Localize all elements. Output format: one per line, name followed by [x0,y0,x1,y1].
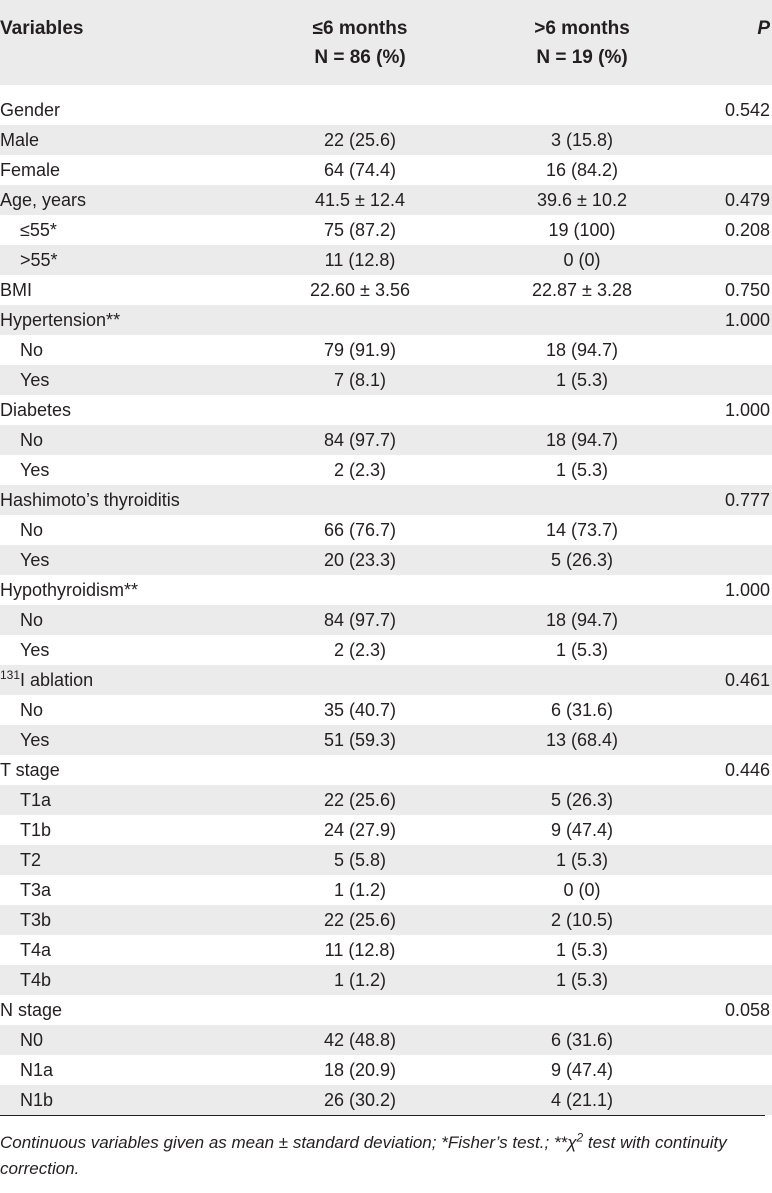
row-label [20,965,51,995]
row-label-text: T4a [20,940,52,960]
cell-gt6-months: 19 (100) [548,220,616,240]
cell-gt6-months: 18 (94.7) [545,430,619,450]
row-label [20,1025,43,1055]
header-group-gt6 [472,14,692,72]
row-label [0,665,93,695]
table-row [0,845,772,875]
table-row [0,305,772,335]
row-label-text: Hypertension** [0,310,121,330]
cell-gt6-months: 3 (15.8) [550,130,614,150]
cell-p-value: 0.479 [724,190,770,210]
row-label-text: I ablation [20,670,94,690]
table-row [0,125,772,155]
cell-le6-months: 20 (23.3) [323,550,397,570]
cell-le6-months: 41.5 ± 12.4 [315,190,405,210]
row-label [20,515,43,545]
table-row [0,245,772,275]
row-label-text: Age, years [0,190,87,210]
row-label-text: T stage [0,760,60,780]
row-label-text: >55* [20,250,58,270]
row-label [20,545,49,575]
cell-le6-months: 5 (5.8) [333,850,387,870]
table-body [0,86,772,1115]
table-row [0,155,772,185]
row-label [0,185,86,215]
cell-le6-months: 22.60 ± 3.56 [310,280,410,300]
row-label [20,365,49,395]
header-group-le6-n: N = 86 (%) [314,47,406,68]
row-label-text: T3b [20,910,52,930]
cell-gt6-months: 18 (94.7) [545,610,619,630]
table-row [0,455,772,485]
row-label [20,725,49,755]
table-header [0,0,772,86]
row-label [20,245,58,275]
cell-le6-months: 22 (25.6) [323,790,397,810]
cell-gt6-months: 5 (26.3) [550,790,614,810]
table-row [0,185,772,215]
cell-p-value: 1.000 [724,310,770,330]
cell-le6-months: 79 (91.9) [323,340,397,360]
cell-gt6-months: 9 (47.4) [550,820,614,840]
row-label [0,575,138,605]
row-label-text: Yes [20,730,50,750]
row-label-text: N0 [20,1030,44,1050]
row-label [0,305,120,335]
cell-le6-months: 7 (8.1) [333,370,387,390]
cell-gt6-months: 1 (5.3) [555,940,609,960]
cell-le6-months: 11 (12.8) [324,940,396,960]
cell-le6-months: 35 (40.7) [323,700,397,720]
row-label [0,155,60,185]
row-label [0,95,60,125]
row-label [0,125,39,155]
row-label-superscript: 131 [0,668,21,682]
table-row [0,635,772,665]
table-row [0,995,772,1025]
row-label-text: Gender [0,100,61,120]
cell-le6-months: 22 (25.6) [323,910,397,930]
row-label [20,935,51,965]
row-label-text: Yes [20,640,50,660]
cell-le6-months: 51 (59.3) [323,730,397,750]
row-label [20,1085,53,1115]
row-label [20,215,57,245]
cell-p-value: 0.446 [724,760,770,780]
cell-gt6-months: 13 (68.4) [545,730,619,750]
cell-le6-months: 18 (20.9) [323,1060,397,1080]
table-row [0,605,772,635]
table-row [0,215,772,245]
table-row [0,935,772,965]
cell-le6-months: 42 (48.8) [323,1030,397,1050]
row-label [20,455,49,485]
table-row [0,95,772,125]
cell-gt6-months: 39.6 ± 10.2 [537,190,627,210]
footnote-chi-superscript: 2 [576,1130,584,1145]
row-label-text: No [20,520,44,540]
table-row [0,395,772,425]
table-row [0,1055,772,1085]
row-label-text: T1b [20,820,52,840]
row-label-text: N stage [0,1000,63,1020]
row-label-text: T3a [20,880,52,900]
table-row [0,515,772,545]
header-group-gt6-title: >6 months [534,18,630,39]
cell-p-value: 0.058 [724,1000,770,1020]
row-label-text: ≤55* [20,220,57,240]
row-label [20,815,51,845]
row-label-text: Hypothyroidism** [0,580,139,600]
table-row [0,1025,772,1055]
table-row [0,1085,772,1115]
row-label [0,395,71,425]
table-row [0,545,772,575]
row-label [0,275,32,305]
footnote-text-end: test with continuity correction. [0,1133,727,1178]
cell-le6-months: 75 (87.2) [323,220,397,240]
table-row [0,875,772,905]
row-label [0,995,62,1025]
cell-gt6-months: 16 (84.2) [545,160,619,180]
row-label [20,335,43,365]
row-label-text: T2 [20,850,42,870]
table-row [0,965,772,995]
header-group-le6 [250,14,470,72]
table-row [0,755,772,785]
cell-le6-months: 1 (1.2) [333,970,387,990]
row-label [20,425,43,455]
row-label [20,695,43,725]
cell-gt6-months: 1 (5.3) [555,370,609,390]
row-label-text: Female [0,160,61,180]
table-row [0,905,772,935]
cell-le6-months: 1 (1.2) [333,880,387,900]
cell-gt6-months: 1 (5.3) [555,640,609,660]
cell-gt6-months: 6 (31.6) [550,1030,614,1050]
row-label-text: N1b [20,1090,54,1110]
row-label-text: Yes [20,460,50,480]
cell-le6-months: 2 (2.3) [333,460,387,480]
cell-gt6-months: 0 (0) [563,250,601,270]
row-label [0,755,60,785]
cell-p-value: 0.208 [724,220,770,240]
cell-p-value: 0.542 [724,100,770,120]
row-label-text: Yes [20,550,50,570]
cell-gt6-months: 18 (94.7) [545,340,619,360]
row-label [20,875,51,905]
cell-le6-months: 2 (2.3) [333,640,387,660]
cell-le6-months: 24 (27.9) [323,820,397,840]
table-row [0,695,772,725]
table-row [0,665,772,695]
cell-gt6-months: 1 (5.3) [555,850,609,870]
cell-gt6-months: 1 (5.3) [555,460,609,480]
table-row [0,575,772,605]
row-label [20,1055,53,1085]
cell-gt6-months: 22.87 ± 3.28 [532,280,632,300]
footnote-text: Continuous variables given as mean ± standard deviation; *Fisher’s test.; ** [0,1133,568,1152]
table-row [0,335,772,365]
row-label-text: Male [0,130,40,150]
cell-p-value: 0.750 [724,280,770,300]
table-row [0,815,772,845]
row-label-text: N1a [20,1060,54,1080]
cell-p-value: 0.461 [724,670,770,690]
row-label [0,485,180,515]
row-label [20,635,49,665]
table-footnote [0,1115,765,1182]
cell-gt6-months: 0 (0) [563,880,601,900]
header-group-gt6-n: N = 19 (%) [536,47,628,68]
cell-le6-months: 26 (30.2) [323,1090,397,1110]
row-label-text: No [20,610,44,630]
row-label-text: T4b [20,970,52,990]
cell-gt6-months: 6 (31.6) [550,700,614,720]
footnote-chi-symbol: χ [567,1133,577,1152]
cell-gt6-months: 1 (5.3) [555,970,609,990]
cell-le6-months: 22 (25.6) [323,130,397,150]
row-label-text: Yes [20,370,50,390]
cell-gt6-months: 9 (47.4) [550,1060,614,1080]
row-label-text: No [20,430,44,450]
cell-le6-months: 84 (97.7) [323,610,397,630]
row-label-text: Diabetes [0,400,72,420]
cell-p-value: 1.000 [724,400,770,420]
cell-gt6-months: 4 (21.1) [550,1090,614,1110]
table-row [0,725,772,755]
row-label [20,605,43,635]
table-row [0,785,772,815]
row-label-text: No [20,340,44,360]
cell-gt6-months: 2 (10.5) [550,910,614,930]
cell-gt6-months: 5 (26.3) [550,550,614,570]
table-row [0,365,772,395]
row-label-text: BMI [0,280,33,300]
cell-le6-months: 11 (12.8) [324,250,396,270]
row-label-text: No [20,700,44,720]
header-p-value: P [757,18,770,39]
row-label [20,785,51,815]
cell-le6-months: 84 (97.7) [323,430,397,450]
row-label-text: T1a [20,790,52,810]
table-row [0,425,772,455]
header-group-le6-title: ≤6 months [312,18,408,39]
cell-gt6-months: 14 (73.7) [545,520,619,540]
cell-p-value: 1.000 [724,580,770,600]
table-row [0,275,772,305]
header-variables: Variables [0,18,84,39]
row-label [20,845,41,875]
cell-le6-months: 64 (74.4) [323,160,397,180]
cell-p-value: 0.777 [724,490,770,510]
table-row [0,485,772,515]
cell-le6-months: 66 (76.7) [323,520,397,540]
row-label-text: Hashimoto’s thyroiditis [0,490,180,510]
row-label [20,905,51,935]
